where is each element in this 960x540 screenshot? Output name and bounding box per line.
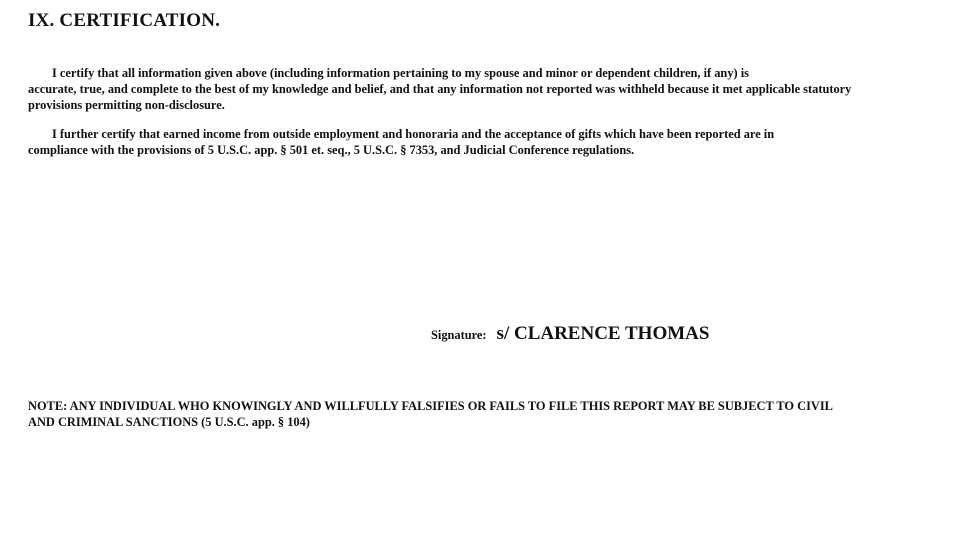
- signature-value: s/ CLARENCE THOMAS: [496, 323, 710, 344]
- section-title: IX. CERTIFICATION.: [28, 10, 221, 31]
- paragraph-line: I further certify that earned income from outside employment and honoraria and the acceptance of gifts which have been reported are in: [52, 127, 775, 141]
- paragraph-line: I certify that all information given above (including information pertaining to my spouse and minor or dependent children, if any) is: [52, 66, 750, 80]
- certification-paragraph-2: [28, 126, 928, 158]
- legal-note: [28, 398, 928, 430]
- note-line: NOTE: ANY INDIVIDUAL WHO KNOWINGLY AND WILLFULLY FALSIFIES OR FAILS TO FILE THIS REPORT MAY BE SUBJECT TO CIVIL: [28, 399, 833, 413]
- certification-paragraph-1: [28, 65, 928, 113]
- note-line: AND CRIMINAL SANCTIONS (5 U.S.C. app. § 104): [28, 415, 310, 429]
- signature-label: Signature:: [431, 328, 487, 342]
- paragraph-line: accurate, true, and complete to the best of my knowledge and belief, and that any information not reported was withheld because it met applicable statutory: [28, 82, 852, 96]
- paragraph-line: provisions permitting non-disclosure.: [28, 98, 225, 112]
- paragraph-line: compliance with the provisions of 5 U.S.C. app. § 501 et. seq., 5 U.S.C. § 7353, and Judicial Conference regulations.: [28, 143, 635, 157]
- signature-block: [431, 323, 709, 345]
